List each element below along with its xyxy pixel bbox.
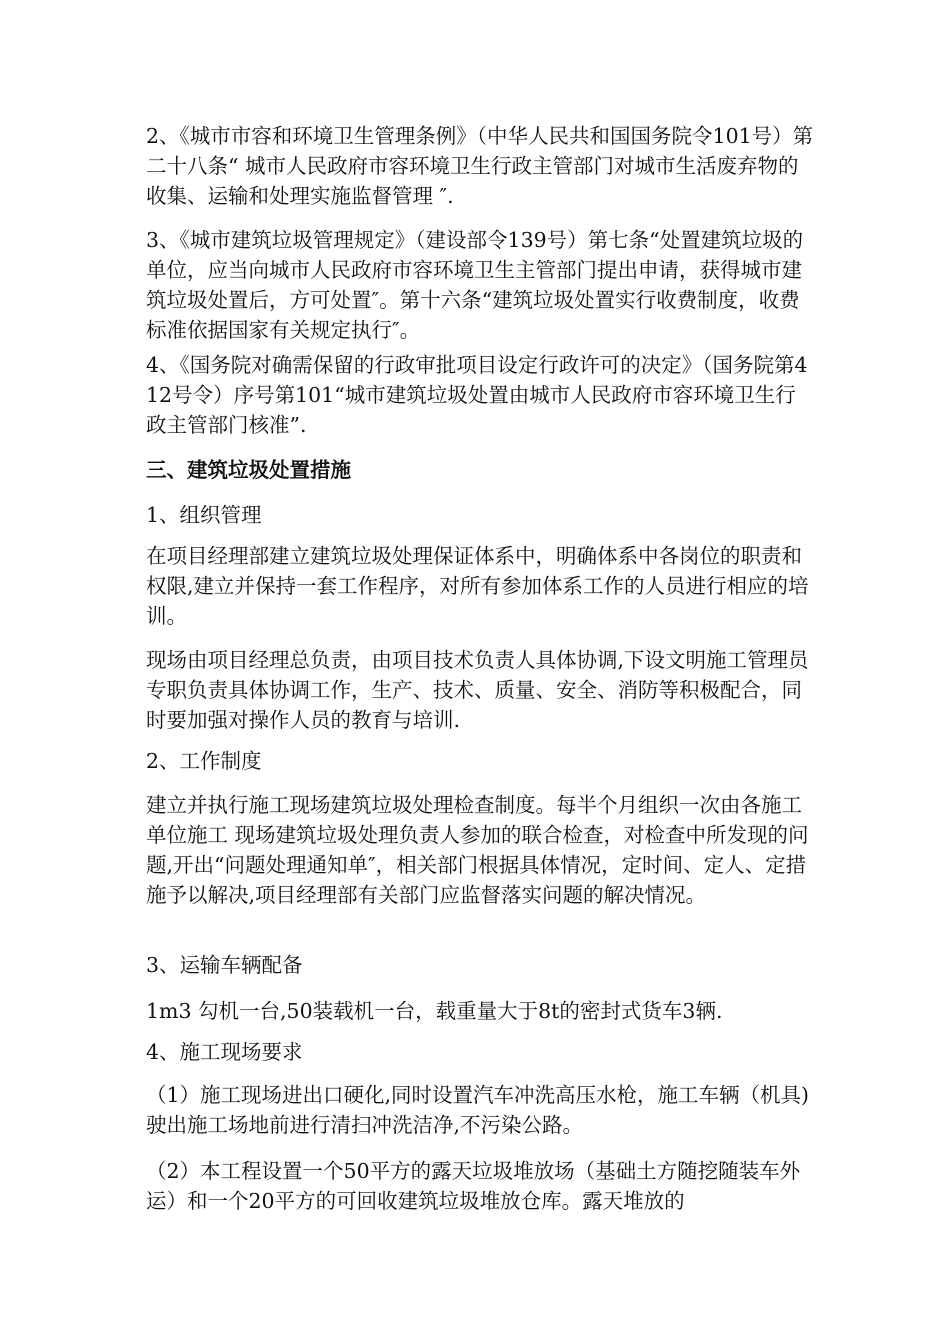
section-heading: 三、建筑垃圾处置措施	[146, 458, 351, 482]
regulation-item-2: 2、《城市市容和环境卫生管理条例》（中华人民共和国国务院令101号）第二十八条“ 城市人民政府市容环境卫生行政主管部门对城市生活废弃物的收集、运输和处理实施监督管理 ″.	[146, 124, 814, 208]
paragraph-vehicles: 1m3 勾机一台,50装载机一台，载重量大于8t的密封式货车3辆.	[146, 999, 723, 1023]
requirement-item-2: （2）本工程设置一个50平方的露天垃圾堆放场（基础土方随挖随装车外运）和一个20平方的可回收建筑垃圾堆放仓库。露天堆放的	[146, 1159, 801, 1213]
requirement-item-1: （1）施工现场进出口硬化,同时设置汽车冲洗高压水枪，施工车辆（机具)驶出施工场地前进行清扫冲洗洁净,不污染公路。	[146, 1083, 810, 1137]
regulation-item-4: 4、《国务院对确需保留的行政审批项目设定行政许可的决定》（国务院第412号令）序号第101“城市建筑垃圾处置由城市人民政府市容环境卫生行政主管部门核准”.	[146, 353, 808, 437]
subheading-site-requirements: 4、施工现场要求	[146, 1040, 303, 1064]
subheading-vehicles: 3、运输车辆配备	[146, 953, 303, 977]
paragraph-site-responsibility: 现场由项目经理总负责，由项目技术负责人具体协调,下设文明施工管理员专职负责具体协调工作，生产、技术、质量、安全、消防等积极配合，同时要加强对操作人员的教育与培训.	[146, 648, 809, 732]
paragraph-work-system: 建立并执行施工现场建筑垃圾处理检查制度。每半个月组织一次由各施工单位施工 现场建筑垃圾处理负责人参加的联合检查，对检查中所发现的问题,开出“问题处理通知单″，相关部门根据具体情况，定时间、定人、定措施予以解决,项目经理部有关部门应监督落实问题的解决情况。	[146, 793, 809, 907]
regulation-item-3: 3、《城市建筑垃圾管理规定》（建设部令139号）第七条“处置建筑垃圾的单位，应当向城市人民政府市容环境卫生主管部门提出申请，获得城市建筑垃圾处置后，方可处置″。第十六条“建筑垃圾处置实行收费制度，收费标准依据国家有关规定执行″。	[146, 228, 804, 342]
subheading-organization: 1、组织管理	[146, 503, 262, 527]
subheading-work-system: 2、工作制度	[146, 749, 262, 773]
paragraph-organization: 在项目经理部建立建筑垃圾处理保证体系中，明确体系中各岗位的职责和权限,建立并保持一套工作程序，对所有参加体系工作的人员进行相应的培训。	[146, 544, 809, 628]
